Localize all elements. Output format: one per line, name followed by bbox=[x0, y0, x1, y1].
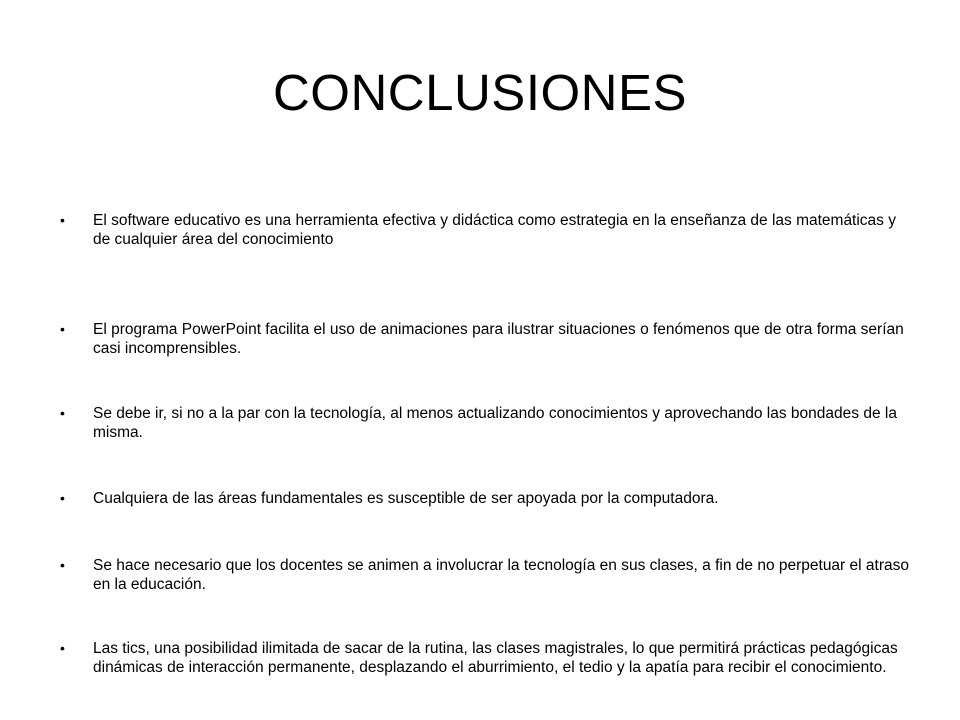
bullet-text: Se debe ir, si no a la par con la tecnología, al menos actualizando conocimientos y aprovechando las bondades de la misma. bbox=[93, 405, 897, 441]
bullet-icon: • bbox=[60, 321, 65, 337]
bullet-text: Cualquiera de las áreas fundamentales es susceptible de ser apoyada por la computadora. bbox=[93, 490, 719, 507]
bullet-icon: • bbox=[60, 557, 65, 573]
slide-title: CONCLUSIONES bbox=[272, 64, 688, 121]
bullet-item bbox=[60, 404, 910, 442]
bullet-item bbox=[60, 320, 910, 358]
bullet-icon: • bbox=[60, 490, 65, 506]
bullet-text: Las tics, una posibilidad ilimitada de sacar de la rutina, las clases magistrales, lo que permitirá prácticas pedagógicas dinámicas de interacción permanente, desplazando el aburrimiento, el tedio y la apatía para recibir el conocimiento. bbox=[93, 640, 898, 676]
bullet-icon: • bbox=[60, 405, 65, 421]
bullet-text: El programa PowerPoint facilita el uso de animaciones para ilustrar situaciones o fenómenos que de otra forma serían casi incomprensibles. bbox=[93, 321, 904, 357]
bullet-icon: • bbox=[60, 212, 65, 228]
bullet-item bbox=[60, 211, 910, 249]
bullet-item bbox=[60, 489, 910, 508]
bullet-text: El software educativo es una herramienta efectiva y didáctica como estrategia en la enseñanza de las matemáticas y de cualquier área del conocimiento bbox=[93, 212, 896, 248]
bullet-icon: • bbox=[60, 640, 65, 656]
bullet-item bbox=[60, 639, 910, 677]
bullet-item bbox=[60, 556, 910, 594]
bullet-text: Se hace necesario que los docentes se animen a involucrar la tecnología en sus clases, a fin de no perpetuar el atraso en la educación. bbox=[93, 557, 909, 593]
